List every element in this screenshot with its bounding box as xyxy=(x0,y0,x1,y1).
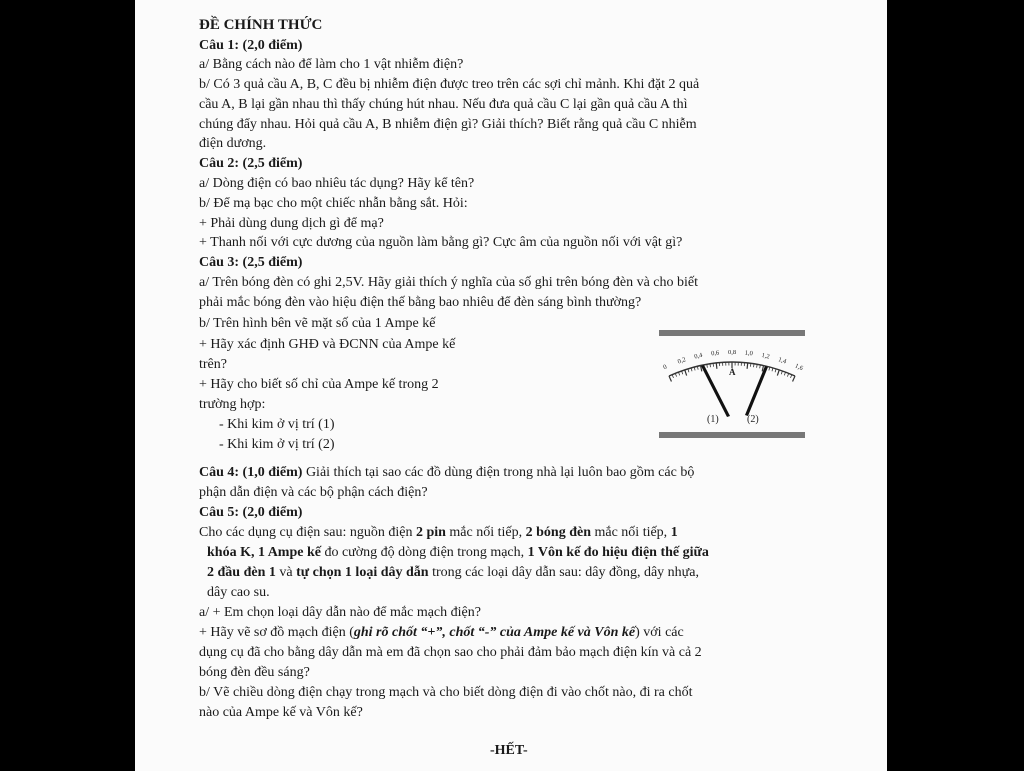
dial-tick-label: 1,2 xyxy=(760,351,771,361)
q3-part-b-item2-line2: trường hợp: xyxy=(199,397,266,412)
q5-a2-part: + Hãy vẽ sơ đồ mạch điện ( xyxy=(199,625,354,640)
q5-line3-bold: tự chọn 1 loại dây dẫn xyxy=(296,565,429,580)
q4-line2: phận dẫn điện và các bộ phận cách điện? xyxy=(199,485,428,500)
q1-heading: Câu 1: (2,0 điểm) xyxy=(199,38,303,53)
q5-part-a-line3: dụng cụ đã cho bằng dây dẫn mà em đã chọn sao cho phải đảm bảo mạch điện kín và cả 2 xyxy=(199,645,702,660)
q5-line3-part: và xyxy=(275,565,297,580)
q5-line1-part: Cho các dụng cụ điện sau: nguồn điện xyxy=(199,525,416,540)
dial-bottom-bar xyxy=(659,432,805,438)
q3-heading: Câu 3: (2,5 điểm) xyxy=(199,255,303,270)
dial-tick xyxy=(710,364,711,367)
q5-line1-part: mắc nối tiếp, xyxy=(590,525,671,540)
needle-2-label: (2) xyxy=(747,414,759,425)
q5-line1 xyxy=(199,524,678,542)
dial-tick xyxy=(688,369,689,372)
dial-top-bar xyxy=(659,330,805,336)
q5-line2 xyxy=(207,544,709,562)
q2-part-b-item1: + Phải dùng dung dịch gì để mạ? xyxy=(199,216,384,231)
q5-a2-part: ) với các xyxy=(635,625,684,640)
q5-part-a-line2 xyxy=(199,624,684,642)
q5-line1-bold: 2 pin xyxy=(415,525,446,540)
needle-2 xyxy=(745,366,768,416)
q3-part-b-item1-line1: + Hãy xác định GHĐ và ĐCNN của Ampe kế xyxy=(199,337,456,352)
q5-part-a: a/ + Em chọn loại dây dẫn nào để mắc mạch điện? xyxy=(199,605,481,620)
dial-tick-label: 1,0 xyxy=(744,349,754,358)
dial-tick-label: 0,6 xyxy=(710,349,720,358)
dial-tick-label: 1,4 xyxy=(777,356,788,366)
needle-1-label: (1) xyxy=(707,414,719,425)
dial-tick xyxy=(747,363,748,369)
dial-tick-label: 0 xyxy=(662,363,669,372)
dial-tick xyxy=(772,368,773,371)
dial-tick-label: 0,8 xyxy=(727,349,737,356)
q5-part-a-line4: bóng đèn đều sáng? xyxy=(199,665,310,680)
q2-part-b-item2: + Thanh nối với cực dương của nguồn làm bằng gì? Cực âm của nguồn nối với vật gì? xyxy=(199,235,683,250)
q4-heading: Câu 4: (1,0 điểm) xyxy=(199,465,303,480)
q1-part-a: a/ Bằng cách nào để làm cho 1 vật nhiễm điện? xyxy=(199,57,464,72)
q5-line1-bold: 1 xyxy=(670,525,678,540)
ampere-symbol: A xyxy=(729,367,736,377)
q5-a2-emphasis: ghi rõ chốt “+”, chốt “-” của Ampe kế và Vôn kế xyxy=(353,625,636,640)
dial-tick-label: 1,6 xyxy=(793,362,804,373)
dial-tick xyxy=(682,371,683,374)
q5-line2-bold: , xyxy=(250,545,258,560)
dial-tick-label: 0,2 xyxy=(676,356,687,366)
q5-line1-bold: 2 bóng đèn xyxy=(525,525,591,540)
q3-part-b: b/ Trên hình bên vẽ mặt số của 1 Ampe kế xyxy=(199,316,436,331)
q5-line1-part: mắc nối tiếp, xyxy=(445,525,526,540)
q3-part-a-line1: a/ Trên bóng đèn có ghi 2,5V. Hãy giải thích ý nghĩa của số ghi trên bóng đèn và cho biết xyxy=(199,275,698,290)
dial-tick xyxy=(754,364,755,367)
q5-line4: dây cao su. xyxy=(207,585,270,600)
q5-heading: Câu 5: (2,0 điểm) xyxy=(199,505,303,520)
q2-part-a: a/ Dòng điện có bao nhiêu tác dụng? Hãy kể tên? xyxy=(199,176,475,191)
q5-line2-part: đo cường độ dòng điện trong mạch, xyxy=(320,545,528,560)
q1-part-b-line4: điện dương. xyxy=(199,136,267,151)
dial-tick xyxy=(672,375,673,378)
q3-case-2: - Khi kim ở vị trí (2) xyxy=(219,437,335,452)
q3-part-b-item1-line2: trên? xyxy=(199,357,227,372)
dial-tick xyxy=(793,376,795,381)
q3-part-b-item2-line1: + Hãy cho biết số chỉ của Ampe kế trong 2 xyxy=(199,377,439,392)
dial-tick xyxy=(691,368,692,371)
dial-tick xyxy=(685,370,687,376)
q1-part-b-line1: b/ Có 3 quả cầu A, B, C đều bị nhiễm điện được treo trên các sợi chỉ mảnh. Khi đặt 2 quả xyxy=(199,77,700,92)
q5-line2-bold: khóa K xyxy=(207,545,251,560)
end-marker: -HẾT- xyxy=(490,743,528,758)
q5-line3-part: trong các loại dây dẫn sau: dây đồng, dây nhựa, xyxy=(428,565,699,580)
q2-heading: Câu 2: (2,5 điểm) xyxy=(199,156,303,171)
q4-text: Giải thích tại sao các đồ dùng điện trong nhà lại luôn bao gồm các bộ xyxy=(302,465,695,480)
dial-tick xyxy=(716,363,717,369)
q5-line2-bold: 1 Ampe kế xyxy=(257,545,321,560)
exam-title: ĐỀ CHÍNH THỨC xyxy=(199,17,323,33)
dial-tick xyxy=(790,375,791,378)
dial-tick xyxy=(669,376,671,381)
q1-part-b-line3: chúng đẩy nhau. Hỏi quả cầu A, B nhiễm điện gì? Giải thích? Biết rằng quả cầu C nhiễm xyxy=(199,117,697,132)
q5-line3 xyxy=(207,564,699,582)
q1-part-b-line2: cầu A, B lại gần nhau thì thấy chúng hút nhau. Nếu đưa quả cầu C lại gần quả cầu A thì xyxy=(199,97,688,112)
q5-part-b-line1: b/ Vẽ chiều dòng điện chạy trong mạch và cho biết dòng điện đi vào chốt nào, đi ra chốt xyxy=(199,685,693,700)
q5-line2-bold: 1 Vôn kế đo hiệu điện thế giữa xyxy=(527,545,709,560)
q4-line1 xyxy=(199,464,694,482)
q5-line3-bold: 2 đầu đèn 1 xyxy=(207,565,276,580)
q5-part-b-line2: nào của Ampe kế và Vôn kế? xyxy=(199,705,363,720)
ammeter-dial xyxy=(657,328,807,446)
q3-part-a-line2: phải mắc bóng đèn vào hiệu điện thế bằng bao nhiêu để đèn sáng bình thường? xyxy=(199,295,642,310)
dial-tick xyxy=(775,369,776,372)
q3-case-1: - Khi kim ở vị trí (1) xyxy=(219,417,335,432)
q2-part-b: b/ Để mạ bạc cho một chiếc nhẫn bằng sắt. Hỏi: xyxy=(199,196,468,211)
needle-1 xyxy=(701,365,730,417)
dial-tick xyxy=(777,370,779,376)
dial-tick-label: 0,4 xyxy=(693,351,704,361)
exam-page xyxy=(135,0,887,771)
dial-tick xyxy=(781,371,782,374)
